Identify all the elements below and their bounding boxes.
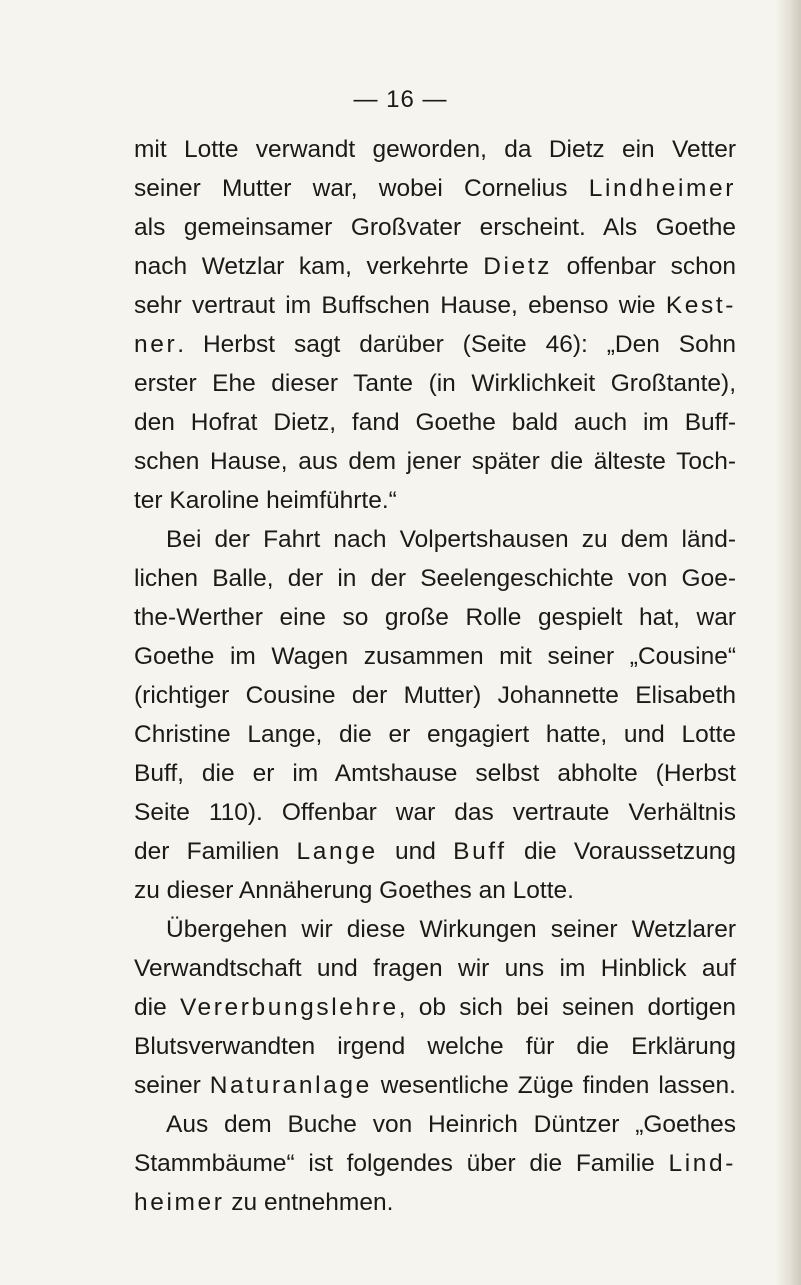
text-span: die: [134, 994, 180, 1021]
text-line: [134, 871, 736, 910]
text-span: Goethe im Wagen zusammen mit seiner „Cousine“: [134, 643, 736, 670]
text-line: [134, 754, 736, 793]
text-line: [134, 1105, 736, 1144]
text-span: Bei der Fahrt nach Volpertshausen zu dem länd-: [166, 526, 736, 553]
text-line: [134, 676, 736, 715]
text-line: [134, 286, 736, 325]
text-line: [134, 793, 736, 832]
text-span: Verwandtschaft und fragen wir uns im Hinblick auf: [134, 955, 736, 982]
text-span: seiner: [134, 1072, 210, 1099]
text-line: [134, 208, 736, 247]
text-span: die Voraussetzung: [506, 838, 736, 865]
emphasized-name: Dietz: [483, 253, 553, 280]
text-line: [134, 637, 736, 676]
text-line: [134, 364, 736, 403]
text-line: [134, 169, 736, 208]
text-line: [134, 910, 736, 949]
emphasized-name: ner: [134, 331, 178, 358]
text-line: [134, 442, 736, 481]
text-span: mit Lotte verwandt geworden, da Dietz ein Vetter: [134, 136, 736, 163]
page-number: — 16 —: [353, 86, 448, 113]
text-span: Stammbäume“ ist folgendes über die Familie: [134, 1150, 669, 1177]
text-span: lichen Balle, der in der Seelengeschichte von Goe-: [134, 565, 736, 592]
text-line: [134, 559, 736, 598]
text-span: (richtiger Cousine der Mutter) Johannette Elisabeth: [134, 682, 736, 709]
text-span: Übergehen wir diese Wirkungen seiner Wetzlarer: [166, 916, 736, 943]
text-line: [134, 598, 736, 637]
text-line: [134, 520, 736, 559]
emphasized-name: Vererbungslehre: [179, 994, 399, 1021]
text-span: der Familien: [134, 838, 297, 865]
text-line: [134, 481, 736, 520]
text-line: [134, 325, 736, 364]
emphasized-name: Buff: [453, 838, 507, 865]
text-line: [134, 1066, 736, 1105]
text-span: Christine Lange, die er engagiert hatte, und Lotte: [134, 721, 736, 748]
text-line: [134, 988, 736, 1027]
text-span: Blutsverwandten irgend welche für die Erklärung: [134, 1033, 736, 1060]
text-line: [134, 832, 736, 871]
text-span: . Herbst sagt darüber (Seite 46): „Den Sohn: [177, 331, 736, 358]
text-span: the-Werther eine so große Rolle gespielt hat, war: [134, 604, 736, 631]
text-span: als gemeinsamer Großvater erscheint. Als Goethe: [134, 214, 736, 241]
text-span: ter Karoline heimführte.“: [134, 487, 397, 514]
emphasized-name: Naturanlage: [209, 1072, 372, 1099]
text-span: wesentliche Züge finden lassen.: [371, 1072, 736, 1099]
text-span: , ob sich bei seinen dortigen: [398, 994, 736, 1021]
emphasized-name: heimer: [134, 1189, 225, 1216]
text-span: seiner Mutter war, wobei Cornelius: [134, 175, 589, 202]
text-line: [134, 1027, 736, 1066]
text-span: zu dieser Annäherung Goethes an Lotte.: [134, 877, 574, 904]
text-line: [134, 1144, 736, 1183]
text-line: [134, 1183, 736, 1222]
page-edge-shadow: [775, 0, 801, 1285]
text-line: [134, 403, 736, 442]
text-line: [134, 715, 736, 754]
text-span: den Hofrat Dietz, fand Goethe bald auch im Buff-: [134, 409, 736, 436]
text-line: [134, 247, 736, 286]
text-line: [134, 949, 736, 988]
emphasized-name: Lindheimer: [588, 175, 736, 202]
text-span: Seite 110). Offenbar war das vertraute Verhältnis: [134, 799, 736, 826]
text-span: zu entnehmen.: [224, 1189, 394, 1216]
emphasized-name: Lange: [296, 838, 378, 865]
emphasized-name: Lind-: [668, 1150, 736, 1177]
text-span: schen Hause, aus dem jener später die älteste Toch-: [134, 448, 736, 475]
text-line: [134, 130, 736, 169]
body-text: [134, 130, 736, 1222]
text-span: und: [377, 838, 454, 865]
emphasized-name: Kest-: [665, 292, 736, 319]
text-span: sehr vertraut im Buffschen Hause, ebenso wie: [134, 292, 666, 319]
text-span: Buff, die er im Amtshause selbst abholte (Herbst: [134, 760, 736, 787]
text-span: nach Wetzlar kam, verkehrte: [134, 253, 484, 280]
text-span: offenbar schon: [552, 253, 736, 280]
text-span: erster Ehe dieser Tante (in Wirklichkeit Großtante),: [134, 370, 736, 397]
text-span: Aus dem Buche von Heinrich Düntzer „Goethes: [166, 1111, 736, 1138]
